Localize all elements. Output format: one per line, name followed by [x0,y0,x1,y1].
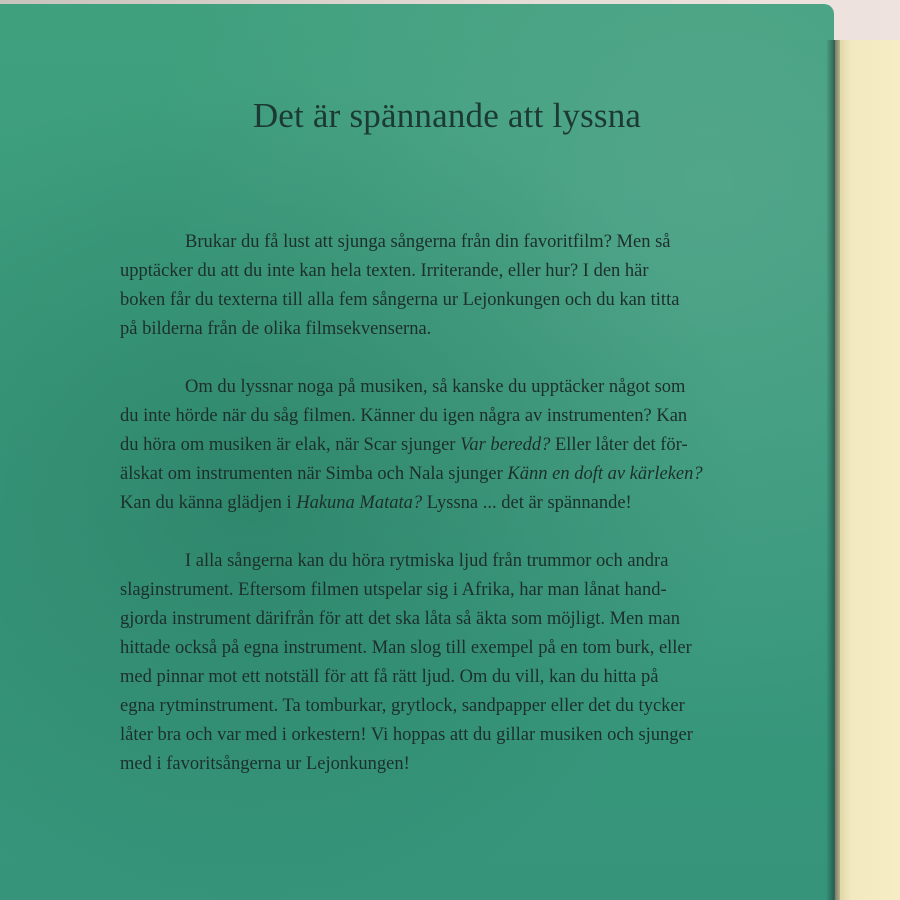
text-line: du höra om musiken är elak, när Scar sjunger Var beredd? Eller låter det för- [120,435,688,455]
song-title-kann-en-doft: Känn en doft av kärleken? [507,464,703,484]
text-line: låter bra och var med i orkestern! Vi hoppas att du gillar musiken och sjunger [120,725,693,745]
text-line: Kan du känna glädjen i Hakuna Matata? Lyssna ... det är spännande! [120,493,632,513]
text-line: boken får du texterna till alla fem sångerna ur Lejonkungen och du kan titta [120,290,680,310]
text-line: hittade också på egna instrument. Man slog till exempel på en tom burk, eller [120,638,692,658]
text-line: Om du lyssnar noga på musiken, så kanske du upptäcker något som [185,377,686,397]
text-line: egna rytminstrument. Ta tomburkar, grytlock, sandpapper eller det du tycker [120,696,685,716]
text-line: slaginstrument. Eftersom filmen utspelar sig i Afrika, har man lånat hand- [120,580,667,600]
text-line: med i favoritsångerna ur Lejonkungen! [120,754,410,774]
song-title-hakuna-matata: Hakuna Matata? [296,493,423,513]
text-line: älskat om instrumenten när Simba och Nala sjunger Känn en doft av kärleken? [120,464,703,484]
book-page [0,4,834,900]
text-line: I alla sångerna kan du höra rytmiska ljud från trummor och andra [185,551,669,571]
song-title-var-beredd: Var beredd? [460,435,551,455]
body-text [120,228,840,808]
paragraph-2 [120,373,840,518]
page-gutter [826,40,840,900]
text-line: på bilderna från de olika filmsekvenserna. [120,319,432,339]
text-line: du inte hörde när du såg filmen. Känner du igen några av instrumenten? Kan [120,406,688,426]
facing-page-edge [835,40,900,900]
text-line: upptäcker du att du inte kan hela texten. Irriterande, eller hur? I den här [120,261,649,281]
page-title: Det är spännande att lyssna [252,96,642,135]
paragraph-1 [120,228,840,344]
text-line: med pinnar mot ett notställ för att få rätt ljud. Om du vill, kan du hitta på [120,667,659,687]
text-line: Brukar du få lust att sjunga sångerna från din favoritfilm? Men så [185,232,671,252]
text-line: gjorda instrument därifrån för att det ska låta så äkta som möjligt. Men man [120,609,680,629]
paragraph-3 [120,547,840,779]
